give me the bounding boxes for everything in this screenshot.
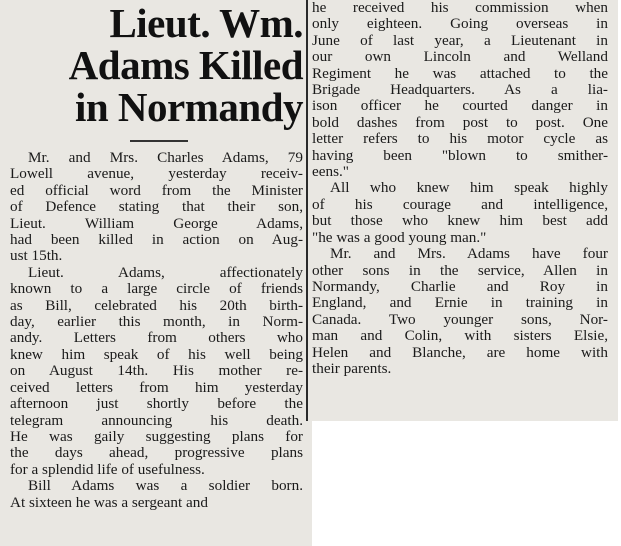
article-left-column (10, 2, 303, 511)
article-line: man and Colin, with sisters Elsie, (312, 327, 608, 345)
article-line: their parents. (312, 359, 392, 377)
article-line: England, and Ernie in training in (312, 294, 608, 312)
article-line: Brigade Headquarters. As a lia- (312, 81, 608, 99)
article-line: knew him speak of his well being (10, 345, 303, 363)
article-line: "he was a good young man." (312, 228, 487, 246)
article-paragraph (312, 0, 608, 180)
article-line: ison officer he courted danger in (312, 97, 608, 115)
article-line: Lowell avenue, yesterday receiv- (10, 165, 303, 183)
article-line: known to a large circle of friends (10, 280, 303, 298)
article-line: only eighteen. Going overseas in (312, 15, 608, 33)
article-line: the days ahead, progressive plans (10, 444, 303, 462)
article-paragraph (10, 150, 303, 265)
article-line: other sons in the service, Allen in (312, 261, 608, 279)
article-line: June of last year, a Lieutenant in (312, 31, 608, 49)
article-line: he received his commission when (312, 0, 608, 16)
article-line: having been "blown to smither- (312, 146, 608, 164)
article-line: Lieut. William George Adams, (10, 214, 303, 232)
article-line: ed official word from the Minister (10, 181, 303, 199)
article-line: At sixteen he was a sergeant and (10, 493, 208, 511)
article-line: He was gaily suggesting plans for (10, 427, 303, 445)
headline-line: Adams Killed (68, 42, 303, 88)
article-line: ceived letters from him yesterday (10, 378, 303, 396)
article-line: but those who knew him best add (312, 212, 608, 230)
headline-line: Lieut. Wm. (109, 0, 303, 46)
article-line: our own Lincoln and Welland (312, 48, 608, 66)
article-paragraph (312, 180, 608, 246)
article-line: eens." (312, 163, 349, 181)
column-divider (306, 0, 308, 421)
article-line: for a splendid life of usefulness. (10, 460, 205, 478)
article-line: All who knew him speak highly (330, 179, 608, 197)
article-line: ust 15th. (10, 247, 63, 265)
headline-rule (130, 140, 188, 142)
article-line: Mr. and Mrs. Charles Adams, 79 (28, 149, 303, 166)
article-paragraph (10, 478, 303, 511)
article-line: Bill Adams was a soldier born. (28, 477, 303, 495)
article-line: day, earlier this month, in Norm- (10, 313, 303, 331)
article-line: of his courage and intelligence, (312, 195, 608, 213)
article-line: had been killed in action on Aug- (10, 231, 303, 249)
article-line: letter refers to his motor cycle as (312, 130, 608, 148)
article-line: Regiment he was attached to the (312, 64, 608, 82)
article-line: as Bill, celebrated his 20th birth- (10, 296, 303, 314)
article-right-column (312, 0, 608, 377)
right-paragraphs (312, 0, 608, 377)
article-line: Helen and Blanche, are home with (312, 343, 608, 361)
article-line: Mr. and Mrs. Adams have four (330, 245, 608, 263)
headline (10, 2, 303, 128)
article-line: bold dashes from post to post. One (312, 113, 608, 131)
article-line: Lieut. Adams, affectionately (28, 263, 303, 281)
article-line: Canada. Two younger sons, Nor- (312, 310, 608, 328)
article-line: of Defence stating that their son, (10, 198, 303, 216)
article-paragraph (312, 246, 608, 377)
left-paragraphs (10, 150, 303, 511)
article-line: telegram announcing his death. (10, 411, 303, 429)
article-line: Normandy, Charlie and Roy in (312, 277, 608, 295)
article-line: afternoon just shortly before the (10, 395, 303, 413)
headline-line: in Normandy (74, 84, 303, 130)
article-line: on August 14th. His mother re- (10, 362, 303, 380)
article-line: andy. Letters from others who (10, 329, 303, 347)
article-paragraph (10, 265, 303, 478)
